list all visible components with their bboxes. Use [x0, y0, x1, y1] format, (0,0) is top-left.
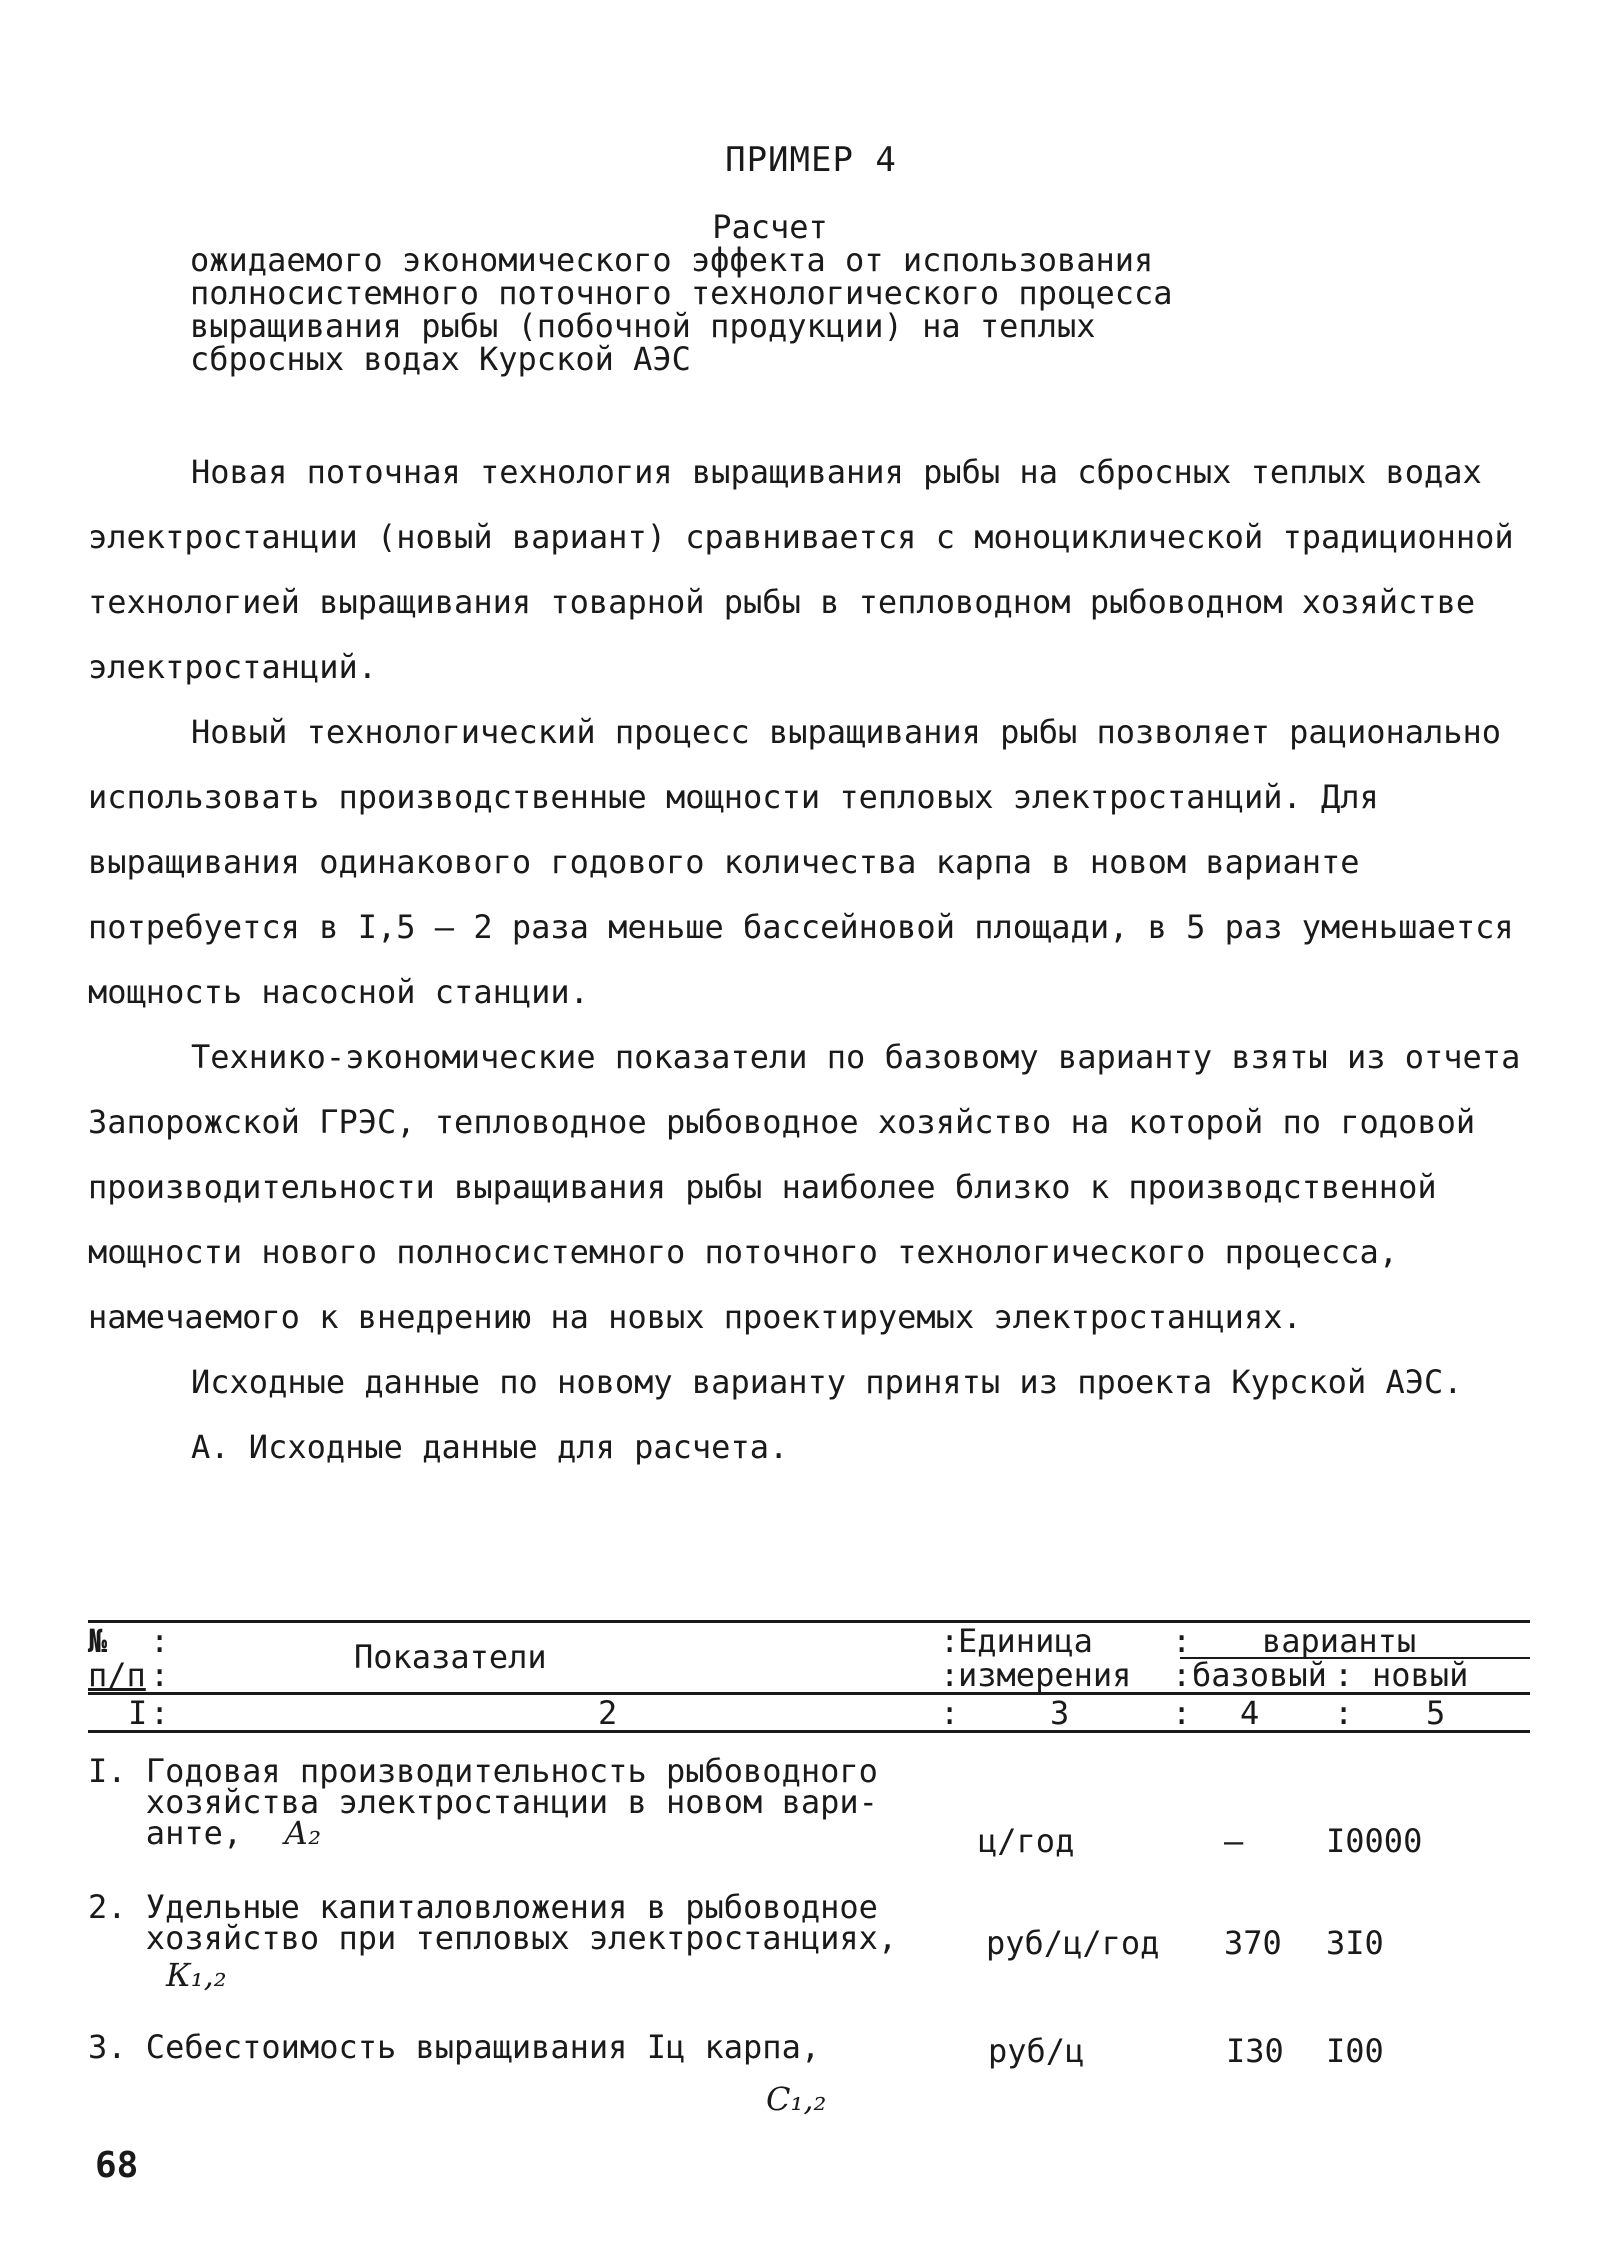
subtitle-line: полносистемного поточного технологического процесса	[190, 274, 1173, 312]
header-new: новый	[1372, 1656, 1469, 1694]
colnum-3: 3	[1050, 1694, 1070, 1732]
row-2-symbol: К₁,₂	[166, 1956, 227, 1994]
header-base: базовый	[1192, 1656, 1327, 1694]
row-line: I. Годовая производительность рыбоводного	[88, 1752, 878, 1790]
row-3-symbol: С₁,₂	[766, 2080, 827, 2118]
table-colnum-rule	[88, 1730, 1530, 1733]
row-2-unit: руб/ц/год	[986, 1924, 1160, 1962]
colon-sep: :	[1334, 1656, 1354, 1694]
subtitle-line: ожидаемого экономического эффекта от использования	[190, 241, 1154, 279]
colon-sep: :	[1334, 1694, 1354, 1732]
row-1-base: –	[1224, 1822, 1244, 1860]
table-row-1-label	[88, 1752, 878, 1852]
paragraph-1: Новая поточная технология выращивания рыбы на сбросных теплых водах электростанции (новый вариант) сравнивается с моноциклической традиционной технологией выращивания товарной рыбы в тепловодном рыбоводном хозяйстве электростанций.	[88, 453, 1514, 686]
colon-sep: :	[940, 1622, 960, 1660]
table-row-3-label	[88, 2028, 821, 2066]
colnum-5: 5	[1426, 1694, 1446, 1732]
colon-sep: :	[150, 1656, 170, 1694]
paragraph-2: Новый технологический процесс выращивания рыбы позволяет рационально использовать производственные мощности тепловых электростанций. Для выращивания одинакового годового количества карпа в новом варианте потребуется в I,5 – 2 раза меньше бассейновой площади, в 5 раз уменьшается мощность насосной станции.	[88, 713, 1514, 1011]
colon-sep: :	[1172, 1694, 1192, 1732]
row-3-base: I30	[1226, 2032, 1284, 2070]
colnum-4: 4	[1240, 1694, 1260, 1732]
row-line: хозяйство при тепловых электростанциях,	[88, 1919, 898, 1957]
colnum-1: I	[128, 1694, 148, 1732]
header-num-bottom: п/п	[88, 1656, 146, 1694]
row-line: 3. Себестоимость выращивания Iц карпа,	[88, 2028, 821, 2066]
paragraph-3: Технико-экономические показатели по базовому варианту взяты из отчета Запорожской ГРЭС, тепловодное рыбоводное хозяйство на которой по годовой производительности выращивания рыбы наиболее близко к производственной мощности нового полносистемного поточного технологического процесса, намечаемого к внедрению на новых проектируемых электростанциях.	[88, 1038, 1521, 1336]
calc-subtitle	[190, 241, 1173, 378]
colon-sep: :	[1172, 1622, 1192, 1660]
subtitle-line: сбросных водах Курской АЭС	[190, 340, 691, 378]
calc-heading: Расчет	[712, 208, 828, 246]
row-1-new: I0000	[1326, 1822, 1423, 1860]
header-unit-top: Единица	[958, 1622, 1093, 1660]
header-variants: варианты	[1262, 1622, 1417, 1660]
colon-sep: :	[1172, 1656, 1192, 1694]
row-line: 2. Удельные капиталовложения в рыбоводное	[88, 1888, 878, 1926]
table-row-2-label	[88, 1888, 898, 1957]
subtitle-line: выращивания рыбы (побочной продукции) на теплых	[190, 307, 1096, 345]
body-text	[88, 440, 1538, 1480]
row-1-unit: ц/год	[978, 1822, 1075, 1860]
row-1-symbol: А₂	[284, 1814, 322, 1852]
row-line: анте,	[88, 1814, 243, 1852]
page-number: 68	[95, 2145, 139, 2186]
row-3-unit: руб/ц	[988, 2032, 1085, 2070]
colon-sep: :	[940, 1656, 960, 1694]
header-unit-bottom: измерения	[958, 1656, 1132, 1694]
colon-sep: :	[150, 1622, 170, 1660]
row-line: хозяйства электростанции в новом вари-	[88, 1783, 878, 1821]
example-title: ПРИМЕР 4	[725, 140, 897, 180]
header-indicator: Показатели	[354, 1638, 547, 1676]
header-num-top: №	[88, 1622, 108, 1660]
colon-sep: :	[150, 1694, 170, 1732]
row-3-new: I00	[1326, 2032, 1384, 2070]
row-2-new: 3I0	[1326, 1924, 1384, 1962]
paragraph-4: Исходные данные по новому варианту приняты из проекта Курской АЭС.	[191, 1363, 1463, 1401]
row-2-base: 370	[1224, 1924, 1282, 1962]
colon-sep: :	[940, 1694, 960, 1732]
colnum-2: 2	[598, 1694, 618, 1732]
section-a-heading: А. Исходные данные для расчета.	[191, 1428, 789, 1466]
